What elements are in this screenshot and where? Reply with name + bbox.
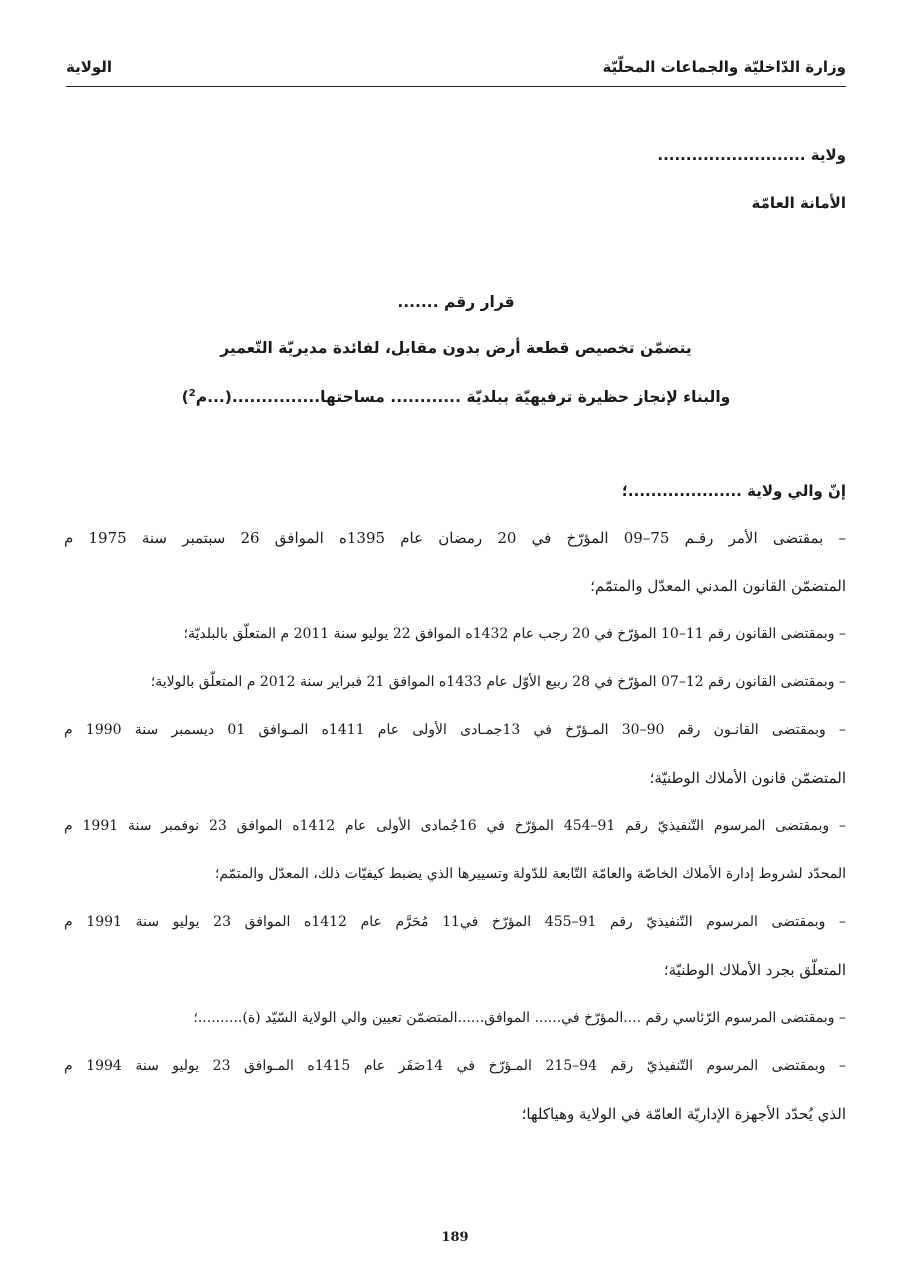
header-wilaya: الولاية [66, 58, 113, 76]
decision-subject-line-2-text: والبناء لإنجاز حظيرة ترفيهيّة ببلديّة ............ مساحتها...............(...م [195, 388, 731, 407]
body-line: المتضمّن القانون المدني المعدّل والمتمّم؛ [590, 577, 846, 595]
decision-subject-line-1: يتضمّن تخصيص قطعة أرض بدون مقابل، لفائدة مديريّة التّعمير [220, 339, 692, 357]
wilaya-line: ولاية .......................... [657, 146, 846, 164]
page-header [66, 56, 846, 87]
body-line: – وبمقتضى المرسوم التّنفيذيّ رقم 91–455 المؤرّخ في11 مُحَرَّم عام 1412ه الموافق 23 يوليو سنة 1991 م [64, 914, 846, 930]
body-line: المحدّد لشروط إدارة الأملاك الخاصّة والعامّة التّابعة للدّولة وتسييرها الذي يضبط كيفيّات ذلك، المعدّل والمتمّم؛ [214, 866, 846, 882]
body-line: – وبمقتضى المرسوم التّنفيذيّ رقم 91–454 المؤرّخ في 16جُمادى الأولى عام 1412ه الموافق 23 نوفمبر سنة 1991 م [64, 818, 846, 834]
general-secretariat: الأمانة العامّة [751, 194, 846, 212]
ministry-name: وزارة الدّاخليّة والجماعات المحلّيّة [602, 58, 846, 76]
body-line: – بمقتضى الأمر رقـم 75–09 المؤرّخ في 20 رمضان عام 1395ه الموافق 26 سبتمبر سنة 1975 م [64, 529, 846, 547]
legal-references [64, 526, 846, 1150]
decision-title-block [66, 290, 846, 428]
body-line: – وبمقتضى المرسوم الرّئاسي رقم ....المؤرّخ في...... الموافق......المتضمّن تعيين والي الولاية السّيّد (ة)..........؛ [193, 1010, 846, 1026]
square-meter-superscript: 2 [188, 388, 196, 399]
body-line: – وبمقتضى القانون رقم 12–07 المؤرّخ في 28 ربيع الأوّل عام 1433ه الموافق 21 فبراير سنة 2012 م المتعلّق بالولاية؛ [150, 674, 846, 690]
body-line: المتضمّن قانون الأملاك الوطنيّة؛ [649, 769, 846, 787]
decision-subject-line-2 [66, 382, 846, 428]
decision-subject-line-2-end: ) [181, 388, 189, 407]
page-number: 189 [441, 1230, 469, 1245]
body-line: – وبمقتضى المرسوم التّنفيذيّ رقم 94–215 المـؤرّخ في 14صَفَر عام 1415ه المـوافق 23 يوليو سنة 1994 م [64, 1058, 846, 1074]
body-line: المتعلّق بجرد الأملاك الوطنيّة؛ [663, 961, 846, 979]
decision-number: قرار رقم ....... [397, 293, 515, 311]
body-line: – وبمقتضى القانـون رقم 90–30 المـؤرّخ في 13جمـادى الأولى عام 1411ه المـوافق 01 ديسمبر سنة 1990 م [64, 722, 846, 738]
opening-statement: إنّ والي ولاية ....................؛ [621, 482, 846, 500]
body-line: – وبمقتضى القانون رقم 11–10 المؤرّخ في 20 رجب عام 1432ه الموافق 22 يوليو سنة 2011 م المتعلّق بالبلديّة؛ [183, 626, 846, 642]
body-line: الذي يُحدّد الأجهزة الإداريّة العامّة في الولاية وهياكلها؛ [521, 1105, 846, 1123]
